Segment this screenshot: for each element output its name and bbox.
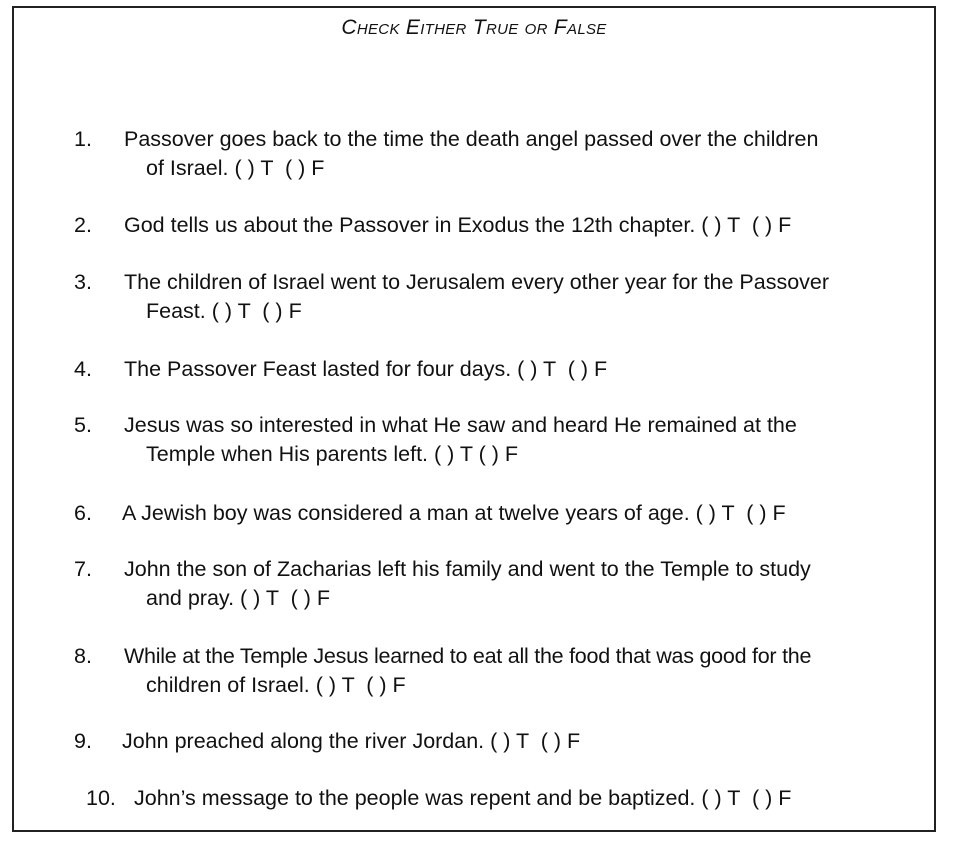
question-line-1: John the son of Zacharias left his family and went to the Temple to study	[124, 557, 811, 581]
question-number: 2.	[74, 213, 92, 237]
true-false-choices[interactable]: ( ) T ( ) F	[240, 586, 331, 610]
question-line-2: and pray. ( ) T ( ) F	[146, 586, 331, 610]
question-line-2: children of Israel. ( ) T ( ) F	[146, 673, 406, 697]
question-1	[74, 125, 920, 183]
true-false-choices[interactable]: ( ) T ( ) F	[695, 501, 786, 525]
question-2	[74, 211, 920, 240]
question-4	[74, 355, 920, 384]
question-3	[74, 268, 920, 326]
question-9	[74, 727, 920, 756]
question-number: 5.	[74, 413, 92, 437]
question-10	[74, 784, 920, 813]
question-line-1: Jesus was so interested in what He saw and heard He remained at the	[124, 413, 797, 437]
question-line-2: Temple when His parents left. ( ) T ( ) F	[146, 442, 519, 466]
true-false-choices[interactable]: ( ) T ( ) F	[434, 442, 519, 466]
question-number: 7.	[74, 557, 92, 581]
question-line-2: of Israel. ( ) T ( ) F	[146, 156, 325, 180]
question-number: 3.	[74, 270, 92, 294]
question-text	[122, 499, 920, 528]
question-number: 8.	[74, 644, 92, 668]
question-line-1: Passover goes back to the time the death angel passed over the children	[124, 127, 819, 151]
true-false-choices[interactable]: ( ) T ( ) F	[701, 213, 792, 237]
question-number: 10.	[86, 786, 116, 810]
question-text	[124, 411, 920, 469]
question-number: 1.	[74, 127, 92, 151]
question-number: 4.	[74, 357, 92, 381]
question-line-1: A Jewish boy was considered a man at twelve years of age.	[122, 501, 690, 525]
question-line-1: The Passover Feast lasted for four days.	[124, 357, 512, 381]
true-false-choices[interactable]: ( ) T ( ) F	[490, 729, 581, 753]
question-text	[124, 211, 920, 240]
question-text	[124, 355, 920, 384]
question-text	[124, 642, 920, 700]
question-number: 9.	[74, 729, 92, 753]
question-line-1: God tells us about the Passover in Exodus the 12th chapter.	[124, 213, 696, 237]
question-number: 6.	[74, 501, 92, 525]
question-line-1: The children of Israel went to Jerusalem every other year for the Passover	[124, 270, 830, 294]
true-false-choices[interactable]: ( ) T ( ) F	[701, 786, 792, 810]
worksheet-title: Check Either True or False	[341, 16, 607, 39]
true-false-choices[interactable]: ( ) T ( ) F	[315, 673, 406, 697]
question-text	[134, 784, 920, 813]
question-text	[124, 555, 920, 613]
question-line-1: John preached along the river Jordan.	[122, 729, 485, 753]
question-line-1: John’s message to the people was repent and be baptized.	[134, 786, 696, 810]
true-false-choices[interactable]: ( ) T ( ) F	[211, 299, 302, 323]
question-text	[122, 727, 920, 756]
question-line-2: Feast. ( ) T ( ) F	[146, 299, 302, 323]
question-text	[124, 268, 920, 326]
question-6	[74, 499, 920, 528]
question-text	[124, 125, 920, 183]
question-7	[74, 555, 920, 613]
true-false-choices[interactable]: ( ) T ( ) F	[517, 357, 608, 381]
question-8	[74, 642, 920, 700]
question-line-1: While at the Temple Jesus learned to eat all the food that was good for the	[124, 644, 812, 668]
question-5	[74, 411, 920, 469]
true-false-choices[interactable]: ( ) T ( ) F	[234, 156, 325, 180]
